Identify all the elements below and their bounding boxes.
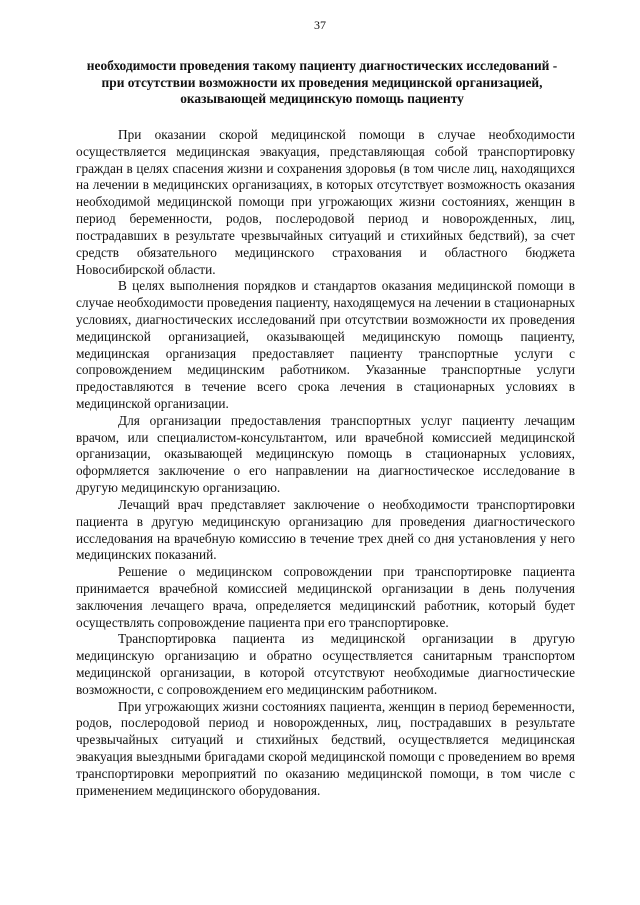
body-text [76,127,575,800]
paragraph-sanitary-transport: Транспортировка пациента из медицинской организации в другую медицинскую организацию и обратно осуществляется санитарным транспортом медицинской организации, в которой отсутствуют необходимые диагностические возможности, с сопровождением его медицинским работником. [76,631,575,697]
heading-line: оказывающей медицинскую помощь пациенту [180,91,464,107]
paragraph-emergency-evacuation: При оказании скорой медицинской помощи в случае необходимости осуществляется медицинская эвакуация, представляющая собой транспортировку граждан в целях спасения жизни и сохранения здоровья (в том числе лиц, находящихся на лечении в медицинских организациях, в которых отсутствует возможность оказания необходимой медицинской помощи при угрожающих жизни состояниях, женщин в период беременности, родов, послеродовой период и новорожденных, лиц, пострадавших в результате чрезвычайных ситуаций и стихийных бедствий), за счет средств обязательного медицинского страхования и областного бюджета Новосибирской области. [76,127,575,277]
heading-line: при отсутствии возможности их проведения медицинской организацией, [101,74,543,90]
paragraph-referral-conclusion: Для организации предоставления транспортных услуг пациенту лечащим врачом, или специалистом-консультантом, или врачебной комиссией медицинской организации, оказывающей медицинскую помощь в стационарных условиях, оформляется заключение о его направлении на диагностическое исследование в другую медицинскую организацию. [76,412,575,496]
paragraph-transport-services: В целях выполнения порядков и стандартов оказания медицинской помощи в случае необходимости проведения пациенту, находящемуся на лечении в стационарных условиях, диагностических исследований при отсутствии возможности их проведения медицинской организацией, оказывающей медицинскую помощь пациенту, медицинская организация предоставляет пациенту транспортные услуги с сопровождением медицинским работником. Указанные транспортные услуги предоставляются в течение всего срока лечения в стационарных условиях в медицинской организации. [76,278,575,411]
paragraph-life-threatening: При угрожающих жизни состояниях пациента, женщин в период беременности, родов, послеродовой период и новорожденных, лиц, пострадавших в результате чрезвычайных ситуаций и стихийных бедствий, осуществляется медицинская эвакуация выездными бригадами скорой медицинской помощи с проведением во время транспортировки мероприятий по оказанию медицинской помощи, в том числе с применением медицинского оборудования. [76,698,575,798]
section-heading [72,58,572,108]
paragraph-escort-decision: Решение о медицинском сопровождении при транспортировке пациента принимается врачебной комиссией медицинской организации в день получения заключения лечащего врача, определяется медицинский работник, который будет осуществлять сопровождение пациента при его транспортировке. [76,564,575,630]
paragraph-attending-physician: Лечащий врач представляет заключение о необходимости транспортировки пациента в другую медицинскую организацию для проведения диагностического исследования на врачебную комиссию в течение трех дней со дня установления у него медицинских показаний. [76,496,575,563]
heading-line: необходимости проведения такому пациенту диагностических исследований - [86,58,558,73]
page-number: 37 [314,18,326,32]
